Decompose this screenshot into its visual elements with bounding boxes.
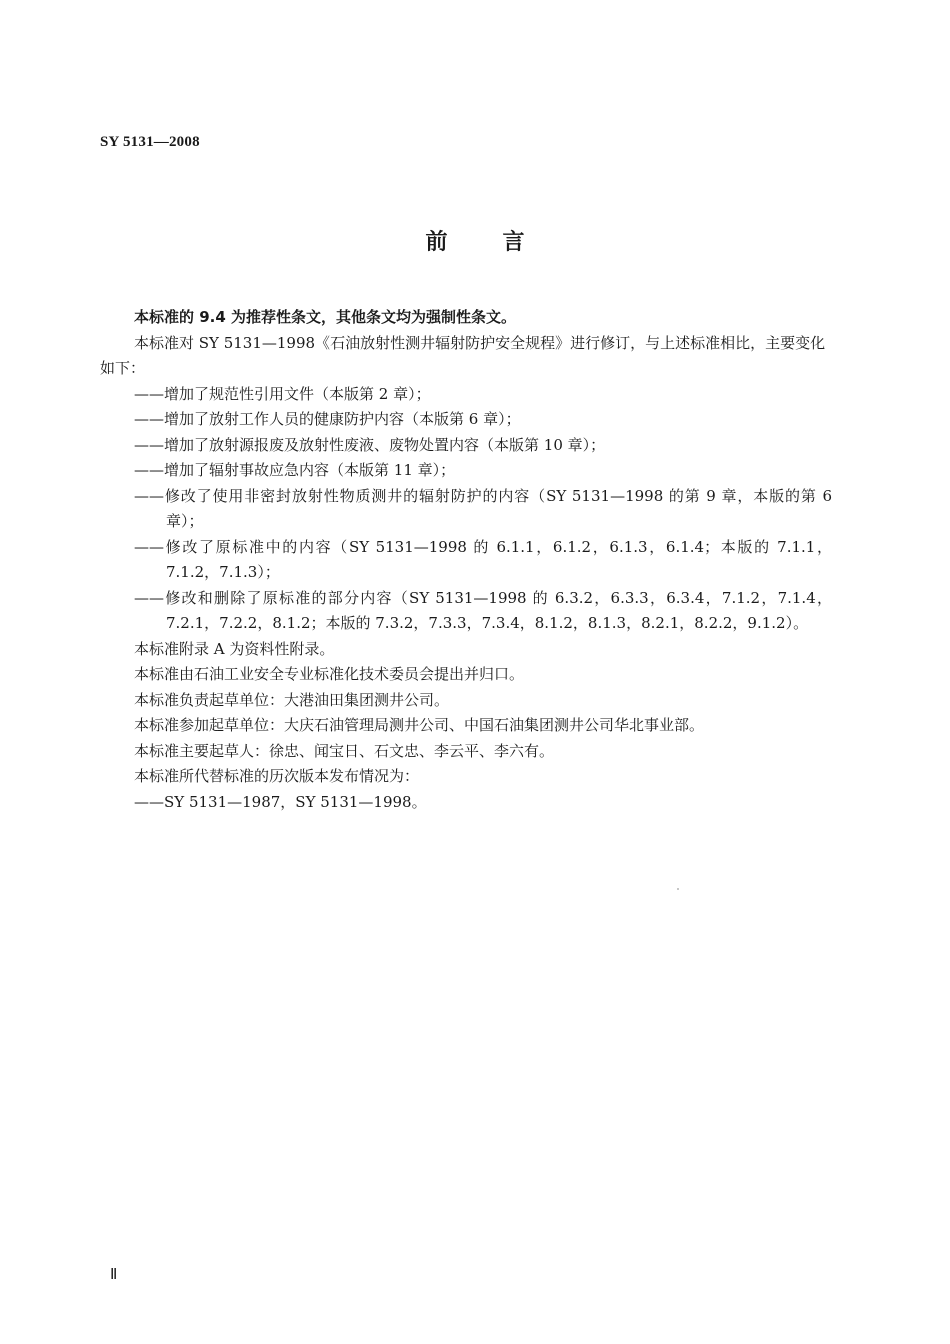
appendix-note: 本标准附录 A 为资料性附录。	[134, 639, 335, 658]
change-item: ——增加了放射工作人员的健康防护内容（本版第 6 章）；	[134, 410, 521, 428]
mandatory-clause-note: 本标准的 9.4 为推荐性条文，其他条文均为强制性条文。	[134, 308, 517, 326]
version-history-list: ——SY 5131—1987，SY 5131—1998。	[134, 792, 427, 811]
standard-code: SY 5131—2008	[100, 134, 200, 150]
participating-drafting-units: 本标准参加起草单位：大庆石油管理局测井公司、中国石油集团测井公司华北事业部。	[134, 716, 705, 734]
page-title: 前言	[425, 230, 580, 255]
change-item: ——修改和删除了原标准的部分内容（SY 5131—1998 的 6.3.2，6.3.3，6.3.4，7.1.2，7.1.4，7.2.1，7.2.2，8.1.2；本版的 7.3.2，7.3.3，7.3.4，8.1.2，8.1.3，8.2.1，8.2.2，9.1.2）。	[134, 588, 832, 632]
change-item: ——增加了放射源报废及放射性废液、废物处置内容（本版第 10 章）；	[134, 435, 606, 454]
foreword-body	[100, 305, 832, 815]
lead-drafting-unit: 本标准负责起草单位：大港油田集团测井公司。	[134, 690, 450, 709]
revision-intro: 本标准对 SY 5131—1998《石油放射性测井辐射防护安全规程》进行修订，与上述标准相比，主要变化如下：	[100, 333, 826, 377]
change-item: ——修改了原标准中的内容（SY 5131—1998 的 6.1.1，6.1.2，6.1.3，6.1.4；本版的 7.1.1，7.1.2，7.1.3）；	[134, 537, 832, 581]
main-drafters: 本标准主要起草人：徐忠、闻宝日、石文忠、李云平、李六有。	[134, 741, 555, 760]
change-item: ——修改了使用非密封放射性物质测井的辐射防护的内容（SY 5131—1998 的第 9 章，本版的第 6 章）；	[134, 486, 832, 530]
version-history-intro: 本标准所代替标准的历次版本发布情况为：	[134, 767, 420, 785]
change-item: ——增加了规范性引用文件（本版第 2 章）；	[134, 384, 431, 403]
proposed-by: 本标准由石油工业安全专业标准化技术委员会提出并归口。	[134, 665, 525, 683]
page-number: Ⅱ	[110, 1267, 118, 1283]
scan-speck	[677, 888, 679, 890]
change-item: ——增加了辐射事故应急内容（本版第 11 章）；	[134, 461, 456, 479]
